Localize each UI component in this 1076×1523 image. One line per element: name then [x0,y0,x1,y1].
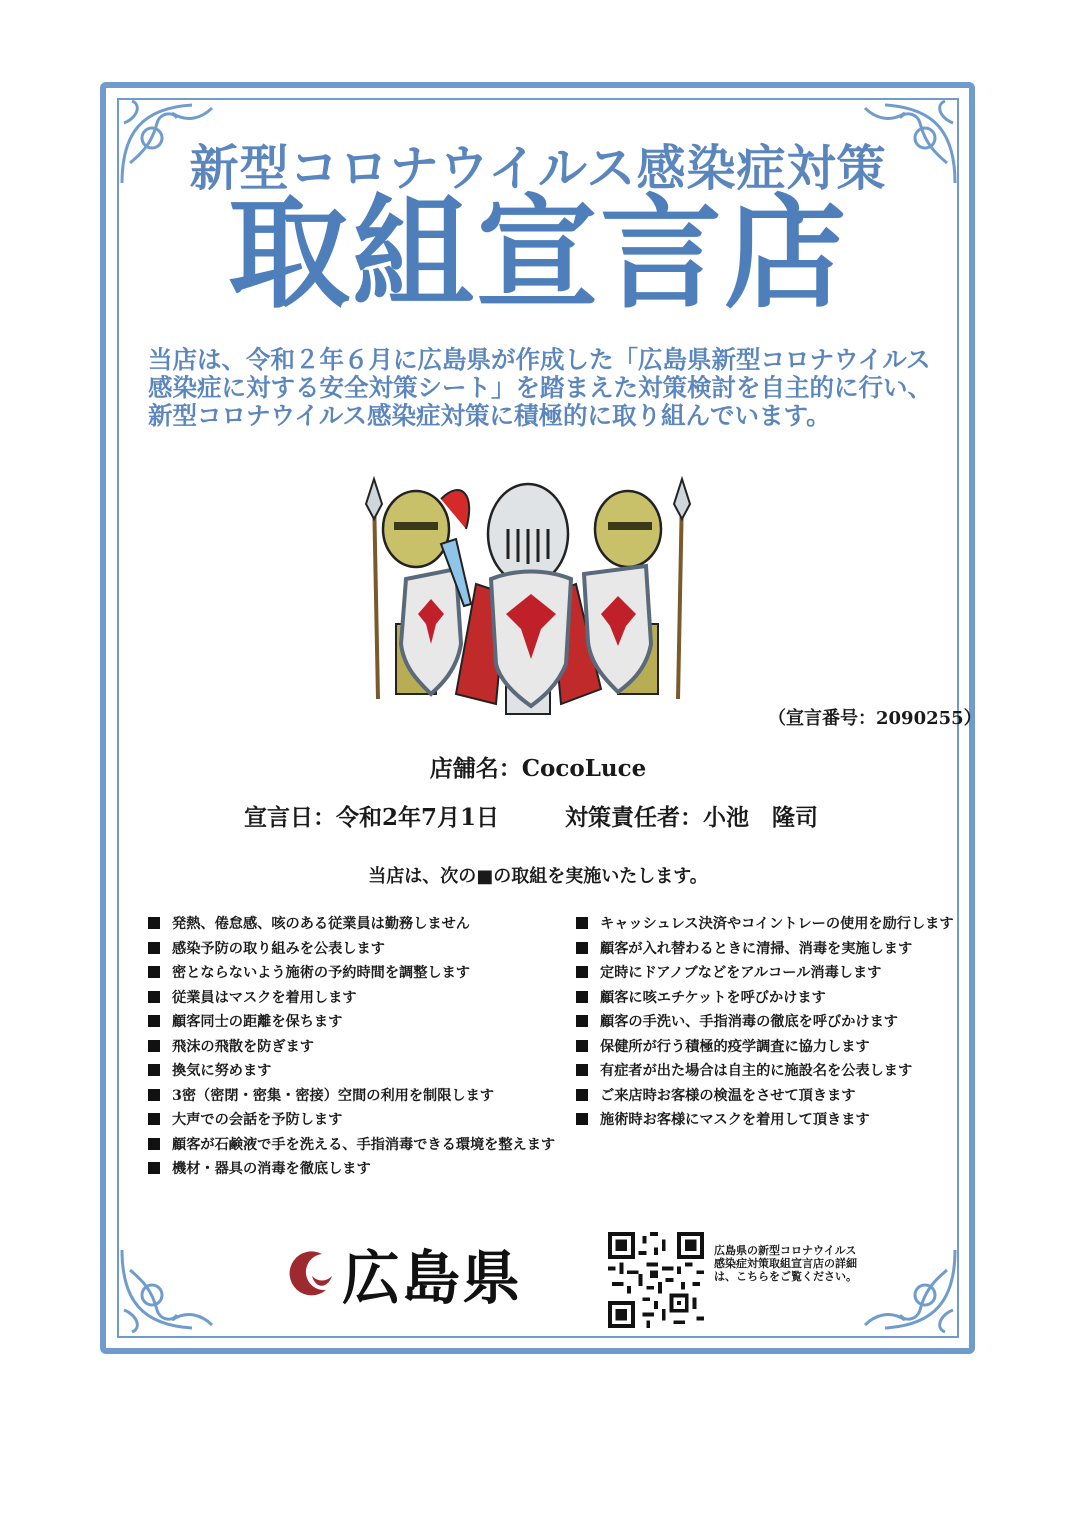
qr-note: 広島県の新型コロナウイルス感染症対策取組宣言店の詳細は、こちらをご覧ください。 [714,1244,857,1283]
hiroshima-prefecture-mark-icon [282,1246,336,1300]
checkbox-square-icon [576,1064,588,1076]
list-item-label: 従業員はマスクを着用します [172,989,357,1006]
measures-right-list [576,911,954,1132]
qr-code[interactable] [608,1232,704,1328]
checkbox-square-icon [576,942,588,954]
checkbox-square-icon [148,1015,160,1027]
checkbox-square-icon [576,966,588,978]
checkbox-square-icon [148,966,160,978]
list-item-label: 飛沫の飛散を防ぎます [172,1038,314,1055]
intro-line: 感染症に対する安全対策シート」を踏まえた対策検討を自主的に行い、 [148,373,932,402]
list-item [148,911,555,936]
responsible-person: 対策責任者：小池 隆司 [565,804,818,831]
checkbox-square-icon [148,1064,160,1076]
list-item-label: 施術時お客様にマスクを着用して頂きます [600,1112,870,1129]
list-item-label: 密とならないよう施術の予約時間を調整します [172,965,470,982]
intro-line: 当店は、令和２年６月に広島県が作成した「広島県新型コロナウイルス [148,345,931,374]
prefecture-logo [282,1238,542,1312]
checkbox-square-icon [148,942,160,954]
list-item-label: 感染予防の取り組みを公表します [172,940,385,957]
list-item [148,1132,555,1157]
list-item-label: キャッシュレス決済やコイントレーの使用を励行します [600,916,954,933]
list-item-label: 大声での会話を予防します [172,1112,343,1129]
list-item [148,1009,555,1034]
checkbox-square-icon [576,1040,588,1052]
checkbox-square-icon [148,1162,160,1174]
list-item [576,1107,954,1132]
checkbox-square-icon [148,917,160,929]
declaration-date: 宣言日：令和2年7月1日 [244,804,500,831]
list-item [576,960,954,985]
list-item-label: 顧客が石鹸液で手を洗える、手指消毒できる環境を整えます [172,1136,556,1153]
list-item [148,1034,555,1059]
list-item [148,1058,555,1083]
checkbox-square-icon [148,1138,160,1150]
intro-paragraph [148,346,958,430]
list-item [576,1058,954,1083]
intro-line: 新型コロナウイルス感染症対策に積極的に取り組んでいます。 [148,401,831,430]
checkbox-square-icon [148,991,160,1003]
list-item-label: 機材・器具の消毒を徹底します [172,1161,371,1178]
list-item-label: 換気に努めます [172,1063,272,1080]
store-name: 店舗名：CocoLuce [429,755,647,782]
list-item [576,1034,954,1059]
checkbox-square-icon [148,1040,160,1052]
measures-left-list [148,911,555,1181]
ornament-corner-icon [112,1240,232,1340]
list-item [148,1083,555,1108]
list-item [576,936,954,961]
list-item-label: 顧客の手洗い、手指消毒の徹底を呼びかけます [600,1014,898,1031]
checkbox-square-icon [576,1015,588,1027]
list-item-label: 保健所が行う積極的疫学調査に協力します [600,1038,870,1055]
list-item [576,1083,954,1108]
list-item-label: 3密（密閉・密集・密接）空間の利用を制限します [172,1087,494,1104]
checkbox-square-icon [576,1089,588,1101]
list-item-label: 定時にドアノブなどをアルコール消毒します [600,965,882,982]
list-item-label: 有症者が出た場合は自主的に施設名を公表します [600,1063,913,1080]
checkbox-square-icon [576,1113,588,1125]
list-item [148,985,555,1010]
list-item-label: 発熱、倦怠感、咳のある従業員は勤務しません [172,916,470,933]
list-item [148,936,555,961]
list-item-label: ご来店時お客様の検温をさせて頂きます [600,1087,856,1104]
title-top: 新型コロナウイルス感染症対策 [189,139,887,197]
list-item-label: 顧客が入れ替わるときに清掃、消毒を実施します [600,940,913,957]
list-item [148,960,555,985]
declaration-number: （宣言番号：2090255） [768,708,982,729]
title-main: 取組宣言店 [228,181,848,325]
checkbox-square-icon [576,917,588,929]
list-item [576,1009,954,1034]
checkbox-square-icon [148,1113,160,1125]
prefecture-name: 広島県 [342,1244,523,1312]
list-item-label: 顧客に咳エチケットを呼びかけます [600,989,826,1006]
list-item [148,1156,555,1181]
checkbox-square-icon [576,991,588,1003]
measures-intro: 当店は、次の■の取組を実施いたします。 [368,866,708,887]
checkbox-square-icon [148,1089,160,1101]
list-item [576,985,954,1010]
knights-illustration [356,474,696,732]
list-item-label: 顧客同士の距離を保ちます [172,1014,343,1031]
list-item [148,1107,555,1132]
list-item [576,911,954,936]
